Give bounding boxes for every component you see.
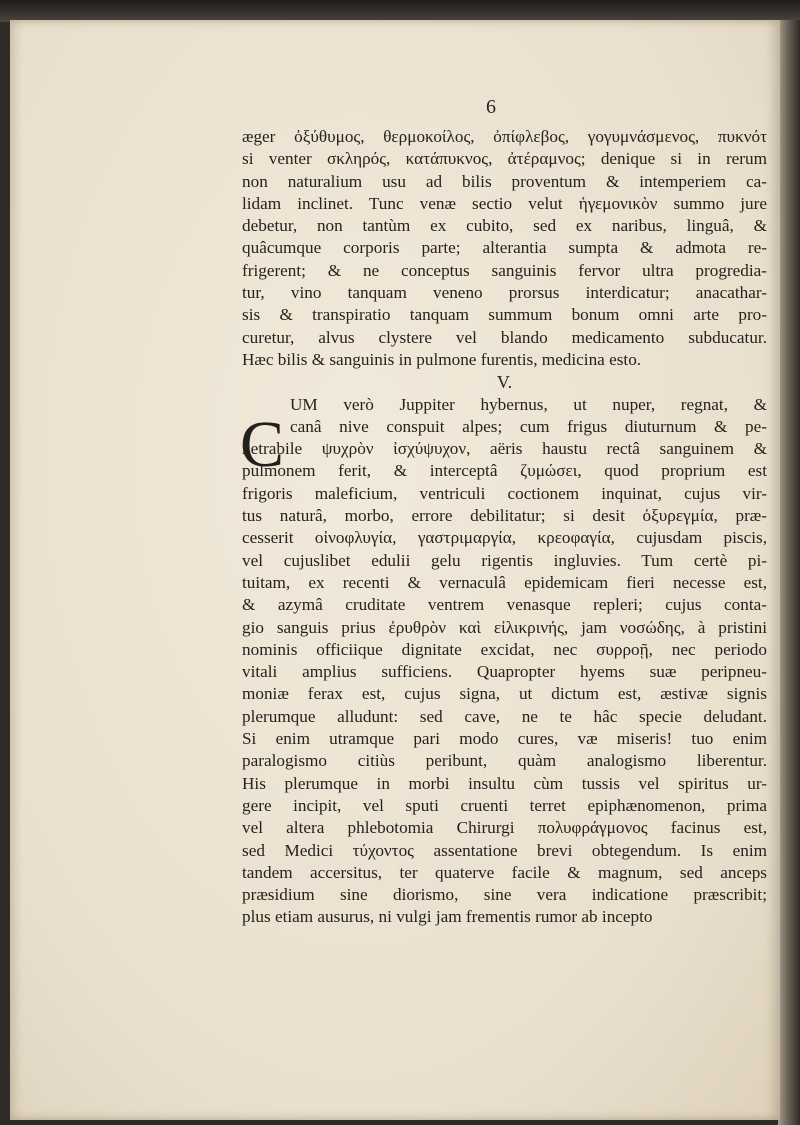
section-heading: V. [496,372,513,393]
text-line: cesserit οἰνοφλυγία, γαστριμαργία, κρεοφαγία, cujusdam piscis, [242,528,767,548]
text-line: tur, vino tanquam veneno prorsus interdicatur; anacathar- [242,283,767,303]
text-line: moniæ ferax est, cujus signa, ut dictum est, æstivæ signis [242,684,767,704]
text-line: debetur, non tantùm ex cubito, sed ex naribus, linguâ, & [242,216,767,236]
page-number: 6 [486,96,496,118]
text-line: canâ nive conspuit alpes; cum frigus diuturnum & pe- [290,416,767,436]
text-line: tandem accersitus, ter quaterve facile & magnum, sed anceps [242,862,767,882]
text-line: paralogismo citiùs peribunt, quàm analogismo liberentur. [242,751,767,771]
book-spine-edge [778,20,800,1125]
text-line: non naturalium usu ad bilis proventum & intemperiem ca- [242,171,767,191]
book-top-edge [0,0,800,22]
text-line: plus etiam ausurus, ni vulgi jam frementis rumor ab incepto [242,907,653,927]
text-line: præsidium sine diorismo, sine vera indicatione præscribit; [242,885,767,905]
text-line: vel cujuslibet edulii gelu rigentis ingluvies. Tum certè pi- [242,550,767,570]
text-line: quâcumque corporis parte; alterantia sumpta & admota re- [242,238,767,258]
text-line: gio sanguis prius ἐρυθρὸν καὶ εἰλικρινής, jam νοσώδης, à pristini [242,617,767,637]
text-line: æger ὀξύθυμος, θερμοκοίλος, ὀπίφλεβος, γογυμνάσμενος, πυκνότ [242,127,767,146]
page-text [242,126,767,929]
text-line: UM verò Juppiter hybernus, ut nuper, regnat, & [290,394,767,414]
text-line: Si enim utramque pari modo cures, væ miseris! tuo enim [242,729,767,749]
text-line: netrabile ψυχρὸν ἰσχύψυχον, aëris haustu rectâ sanguinem & [242,439,767,459]
text-line: tuitam, ex recenti & vernaculâ epidemicam fieri necesse est, [242,572,767,592]
text-line: si venter σκληρός, κατάπυκνος, ἀτέραμνος; denique si in rerum [242,149,767,169]
text-line: plerumque alludunt: sed cave, ne te hâc specie deludant. [242,706,767,726]
text-line: vel altera phlebotomia Chirurgi πολυφράγμονος facinus est, [242,818,767,838]
text-line: curetur, alvus clystere vel blando medicamento subducatur. [242,327,767,347]
text-line: frigerent; & ne conceptus sanguinis fervor ultra progredia- [242,260,767,280]
text-line: gere incipit, vel sputi cruenti terret epiphænomenon, prima [242,795,767,815]
text-line: Hæc bilis & sanguinis in pulmone furentis, medicina esto. [242,349,642,369]
text-line: tus naturâ, morbo, errore debilitatur; si desit ὀξυρεγμία, præ- [242,506,767,526]
text-line: lidam inclinet. Tunc venæ sectio velut ἡγεμονικὸν summo jure [242,193,767,213]
text-line: sis & transpiratio tanquam summum bonum omni arte pro- [242,305,767,325]
text-line: His plerumque in morbi insultu cùm tussis vel spiritus ur- [242,773,767,793]
text-line: pulmonem ferit, & interceptâ ζυμώσει, quod proprium est [242,461,767,481]
drop-cap: C [240,408,285,481]
text-line: nominis officiique dignitate excidat, nec συρροῇ, nec periodo [242,639,767,659]
text-line: & azymâ cruditate ventrem venasque repleri; cujus conta- [242,595,767,615]
text-line: sed Medici τύχοντος assentatione brevi obtegendum. Is enim [242,840,767,860]
text-line: frigoris maleficium, ventriculi coctionem inquinat, cujus vir- [242,483,767,503]
text-line: vitali amplius sufficiens. Quapropter hyems suæ peripneu- [242,662,767,682]
